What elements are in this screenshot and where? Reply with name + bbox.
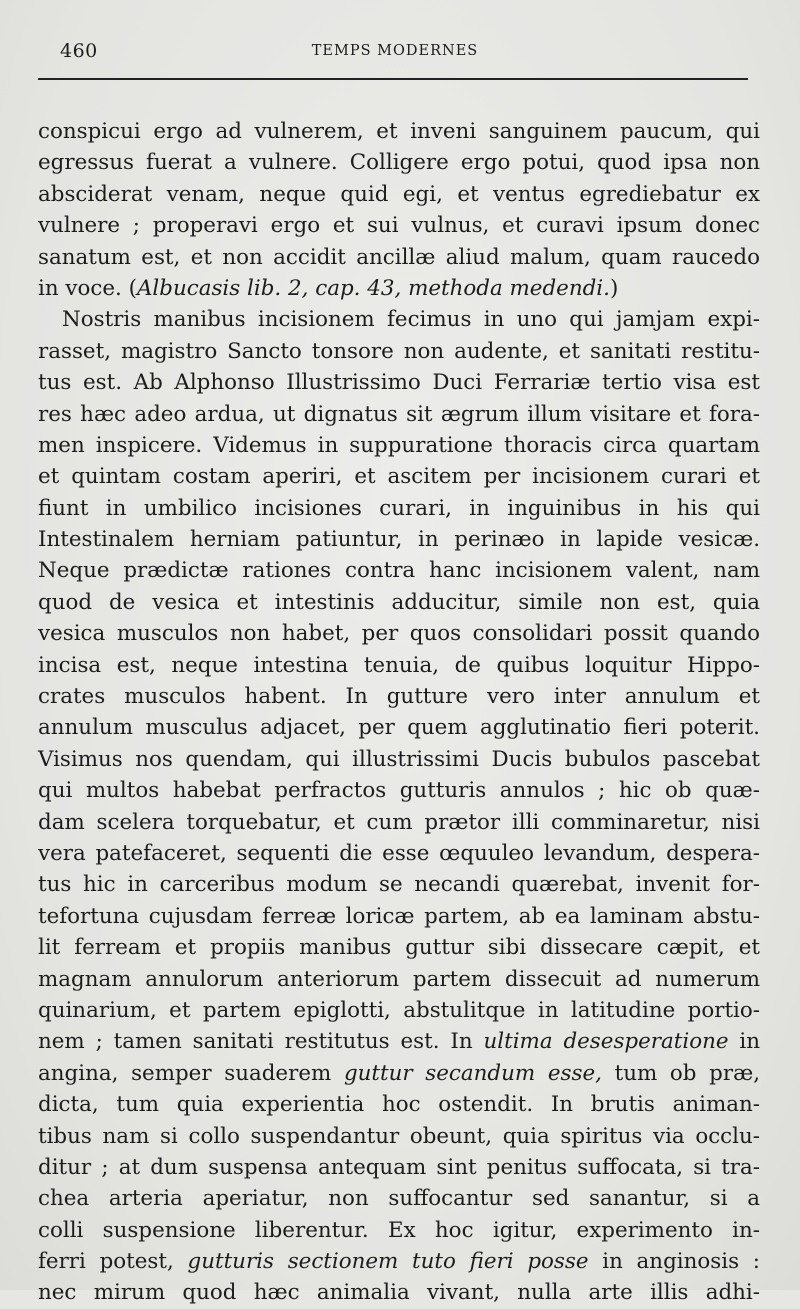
running-title: TEMPS MODERNES — [311, 43, 479, 59]
text-line — [38, 1215, 760, 1246]
text-segment: annulum musculus adjacet, per quem agglutinatio fieri poterit. — [38, 715, 760, 741]
text-segment: Intestinalem herniam patiuntur, in perinæo in lapide vesicæ. — [38, 527, 760, 553]
text-line — [38, 901, 760, 932]
text-segment: et quintam costam aperiri, et ascitem per incisionem curari et — [38, 464, 760, 490]
text-segment: tum ob præ, — [601, 1060, 760, 1086]
body-text — [38, 116, 760, 1309]
text-line — [38, 179, 760, 210]
text-line — [38, 775, 760, 806]
text-line — [38, 1183, 760, 1214]
text-segment: dicta, tum quia experientia hoc ostendit. In brutis animan- — [38, 1092, 760, 1118]
text-segment: absciderat venam, neque quid egi, et ventus egrediebatur ex — [38, 181, 760, 207]
text-segment: in — [728, 1029, 761, 1055]
text-line — [38, 304, 760, 335]
text-segment: vesica musculos non habet, per quos consolidari possit quando — [38, 621, 760, 647]
text-line — [38, 932, 760, 963]
text-line — [38, 242, 760, 273]
text-line — [38, 399, 760, 430]
text-line — [38, 1246, 760, 1277]
text-segment: fiunt in umbilico incisiones curari, in inguinibus in his qui — [38, 495, 760, 521]
text-segment: res hæc adeo ardua, ut dignatus sit ægrum illum visitare et fora- — [38, 401, 760, 427]
text-segment: ferri potest, — [38, 1249, 188, 1275]
text-line — [38, 555, 760, 586]
page-number: 460 — [60, 40, 98, 62]
text-line — [38, 1277, 760, 1308]
text-segment: qui multos habebat perfractos gutturis annulos ; hic ob quæ- — [38, 778, 760, 804]
text-line — [38, 1058, 760, 1089]
header-rule — [38, 78, 748, 80]
text-line — [38, 524, 760, 555]
text-segment: in anginosis : — [588, 1249, 760, 1275]
text-segment: ditur ; at dum suspensa antequam sint penitus suffocata, si tra- — [38, 1154, 760, 1180]
text-line — [38, 618, 760, 649]
text-line — [38, 1026, 760, 1057]
text-line — [38, 1121, 760, 1152]
text-segment: vera patefaceret, sequenti die esse œquuleo levandum, despera- — [38, 840, 760, 866]
italic-text: Albucasis lib. 2, cap. 43, methoda medendi. — [136, 275, 610, 301]
text-line — [38, 712, 760, 743]
text-segment: chea arteria aperiatur, non suffocantur sed sanantur, si a — [38, 1186, 760, 1212]
text-line — [38, 493, 760, 524]
text-line — [38, 336, 760, 367]
text-line — [38, 461, 760, 492]
text-segment: angina, semper suaderem — [38, 1060, 344, 1086]
text-segment: quinarium, et partem epiglotti, abstulitque in latitudine portio- — [38, 997, 760, 1023]
text-line — [38, 367, 760, 398]
text-segment: men inspicere. Videmus in suppuratione thoracis circa quartam — [38, 432, 760, 458]
text-segment: magnam annulorum anteriorum partem dissecuit ad numerum — [38, 966, 760, 992]
italic-text: ultima desesperatione — [483, 1029, 729, 1055]
text-line — [38, 210, 760, 241]
text-segment: Neque prædictæ rationes contra hanc incisionem valent, nam — [38, 558, 760, 584]
text-segment: rasset, magistro Sancto tonsore non audente, et sanitati restitu- — [38, 338, 760, 364]
text-segment: in voce. ( — [38, 275, 137, 301]
text-line — [38, 995, 760, 1026]
text-segment: dam scelera torquebatur, et cum prætor illi comminaretur, nisi — [38, 809, 760, 835]
text-line — [38, 116, 760, 147]
running-head — [40, 30, 750, 70]
text-segment: colli suspensione liberentur. Ex hoc igitur, experimento in- — [38, 1217, 760, 1243]
text-line — [38, 1089, 760, 1120]
text-line — [38, 147, 760, 178]
text-segment: Nostris manibus incisionem fecimus in uno qui jamjam expi- — [62, 307, 760, 333]
text-line — [38, 964, 760, 995]
text-segment: vulnere ; properavi ergo et sui vulnus, et curavi ipsum donec — [38, 213, 760, 239]
italic-text: gutturis sectionem tuto fieri posse — [187, 1249, 589, 1275]
text-line — [38, 838, 760, 869]
text-segment: Visimus nos quendam, qui illustrissimi Ducis bubulos pascebat — [38, 746, 760, 772]
text-segment: tibus nam si collo suspendantur obeunt, quia spiritus via occlu- — [38, 1123, 760, 1149]
text-segment: tus hic in carceribus modum se necandi quærebat, invenit for- — [38, 872, 760, 898]
text-line — [38, 587, 760, 618]
text-line — [38, 807, 760, 838]
italic-text: guttur secandum esse, — [343, 1060, 602, 1086]
text-segment: ) — [609, 275, 619, 301]
text-line — [38, 1152, 760, 1183]
text-segment: tefortuna cujusdam ferreæ loricæ partem, ab ea laminam abstu- — [38, 903, 760, 929]
text-segment: sanatum est, et non accidit ancillæ aliud malum, quam raucedo — [38, 244, 760, 270]
text-segment: quod de vesica et intestinis adducitur, simile non est, quia — [38, 589, 760, 615]
text-segment: conspicui ergo ad vulnerem, et inveni sanguinem paucum, qui — [38, 119, 760, 144]
text-segment: nem ; tamen sanitati restitutus est. In — [38, 1029, 484, 1055]
text-line — [38, 273, 760, 304]
text-segment: incisa est, neque intestina tenuia, de quibus loquitur Hippo- — [38, 652, 760, 678]
text-line — [38, 869, 760, 900]
text-line — [38, 681, 760, 712]
text-segment: nec mirum quod hæc animalia vivant, nulla arte illis adhi- — [38, 1280, 760, 1306]
text-line — [38, 430, 760, 461]
text-segment: tus est. Ab Alphonso Illustrissimo Duci Ferrariæ tertio visa est — [38, 370, 760, 396]
text-line — [38, 650, 760, 681]
text-segment: lit ferream et propiis manibus guttur sibi dissecare cæpit, et — [38, 935, 760, 961]
text-segment: egressus fuerat a vulnere. Colligere ergo potui, quod ipsa non — [38, 150, 760, 176]
text-line — [38, 744, 760, 775]
text-segment: crates musculos habent. In gutture vero inter annulum et — [38, 684, 760, 710]
